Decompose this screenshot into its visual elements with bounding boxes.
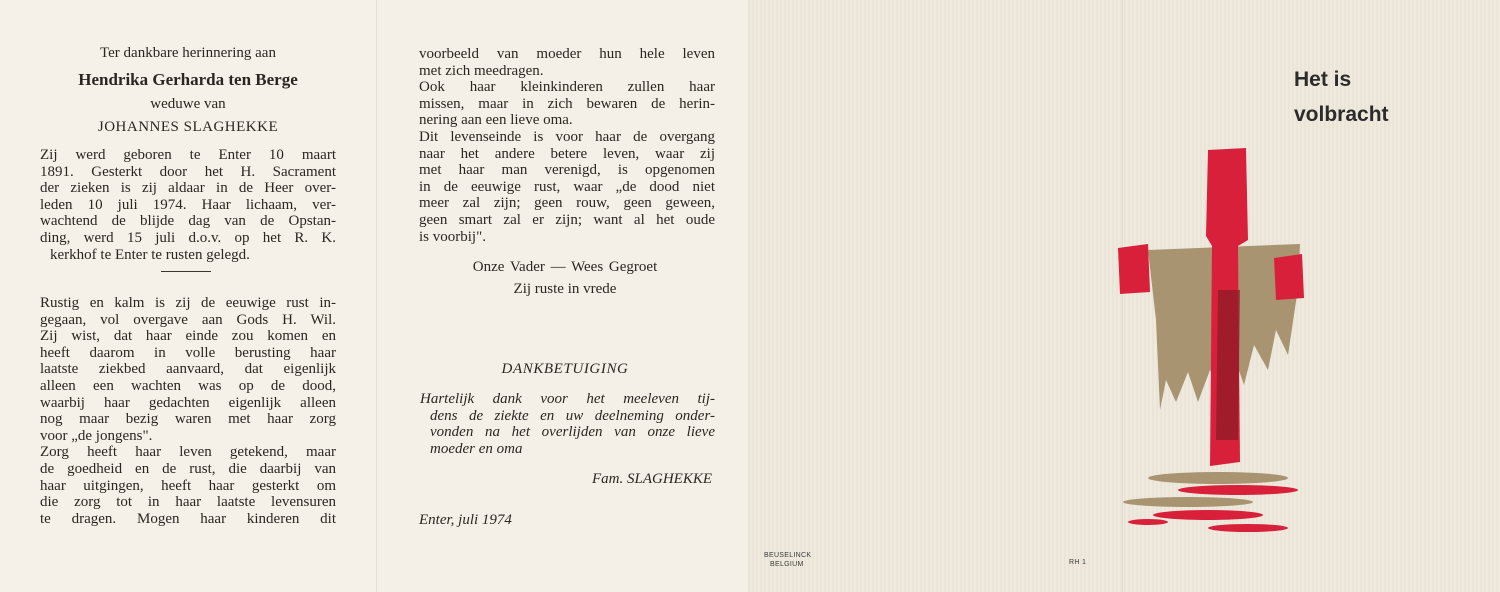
base-splash <box>1208 524 1288 532</box>
memorial-line: voor „de jongens". <box>40 427 153 444</box>
memorial-line: nog maar bezig waren met haar zorg <box>40 411 336 428</box>
memorial-line: laatste ziekbed aanvaard, dat eigenlijk <box>40 361 336 378</box>
memorial-line: alleen een wachten was op de dood, <box>40 377 336 394</box>
prayers-text: Onze Vader — Wees Gegroet <box>472 259 658 275</box>
husband-name: JOHANNES SLAGHEKKE <box>97 119 279 135</box>
thanks-line: moeder en oma <box>430 440 523 457</box>
thanks-line: dens de ziekte en uw deelneming onder- <box>430 407 715 424</box>
thanks-heading: DANKBETUIGING <box>501 361 629 377</box>
tribute-line: met zich meedragen. <box>419 62 544 79</box>
tribute-line: met haar man verenigd, is opgenomen <box>419 162 715 179</box>
tribute-line: missen, maar in zich bewaren de herin- <box>419 95 715 112</box>
bio-line: kerkhof te Enter te rusten gelegd. <box>50 246 250 263</box>
bio-line: ding, werd 15 juli d.o.v. op het R. K. <box>40 229 336 246</box>
memorial-line: Zorg heeft haar leven getekend, maar <box>40 444 336 461</box>
memorial-line: die zorg tot in haar laatste levensuren <box>40 494 336 511</box>
memorial-paragraph <box>40 295 336 527</box>
memorial-line: haar uitgingen, heeft haar gesterkt om <box>40 477 336 494</box>
memorial-line: Rustig en kalm is zij de eeuwige rust in- <box>40 295 336 311</box>
tribute-line: voorbeeld van moeder hun hele leven <box>419 46 715 62</box>
tribute-line: is voorbij". <box>419 228 486 245</box>
deceased-name: Hendrika Gerharda ten Berge <box>78 70 298 89</box>
base-splash <box>1148 472 1288 484</box>
memorial-line: heeft daarom in volle berusting haar <box>40 344 336 361</box>
tribute-line: naar het andere betere leven, waar zij <box>419 145 715 162</box>
crucifix-illustration <box>1118 140 1338 540</box>
cover-title <box>1294 62 1389 132</box>
base-splash <box>1178 485 1298 495</box>
memorial-line: gegaan, vol overgave aan Gods H. Wil. <box>40 311 336 328</box>
card-cover-panel <box>748 0 1500 592</box>
bio-line: 1891. Gesterkt door het H. Sacrament <box>40 163 336 180</box>
intro-text: Ter dankbare herinnering aan <box>100 45 276 61</box>
cross-right-arm <box>1274 254 1304 300</box>
memorial-line: Zij wist, dat haar einde zou komen en <box>40 328 336 345</box>
bio-line: Zij werd geboren te Enter 10 maart <box>40 147 336 163</box>
bio-line: wachtend de blijde dag van de Opstan- <box>40 213 336 230</box>
base-splash <box>1123 497 1253 507</box>
thanks-paragraph <box>420 391 715 457</box>
base-splash <box>1153 510 1263 520</box>
biography-paragraph <box>40 147 336 263</box>
rest-in-peace-text: Zij ruste in vrede <box>513 281 617 297</box>
printer-country: BELGIUM <box>770 561 804 568</box>
cross-base <box>1123 472 1298 532</box>
cover-title-line: volbracht <box>1294 103 1389 126</box>
memorial-line: te dragen. Mogen haar kinderen dit <box>40 510 336 527</box>
thanks-line: Hartelijk dank voor het meeleven tij- <box>420 391 715 407</box>
card-left-panel <box>0 0 376 592</box>
printer-name: BEUSELINCK <box>764 552 812 559</box>
cover-title-line: Het is <box>1294 68 1352 91</box>
tribute-line: geen smart zal er zijn; want al het oude <box>419 211 715 228</box>
cross-shadow <box>1216 290 1240 440</box>
thanks-line: vonden na het overlijden van onze lieve <box>430 424 715 441</box>
bio-line: der zieken is zij aldaar in de Heer over- <box>40 180 336 197</box>
memorial-line: de goedheid en de rust, die daarbij van <box>40 460 336 477</box>
separator-line <box>161 271 211 272</box>
card-middle-panel <box>376 0 748 592</box>
bio-line: leden 10 juli 1974. Haar lichaam, ver- <box>40 196 336 213</box>
family-signature: Fam. SLAGHEKKE <box>592 471 712 487</box>
memorial-line: waarbij haar gedachten eigenlijk alleen <box>40 394 336 411</box>
base-splash <box>1128 519 1168 525</box>
place-date: Enter, juli 1974 <box>419 512 512 528</box>
tribute-line: in de eeuwige rust, waar „de dood niet <box>419 178 715 195</box>
tribute-line: nering aan een lieve oma. <box>419 112 573 129</box>
tribute-line: meer zal zijn; geen rouw, geen geween, <box>419 195 715 212</box>
printer-imprint <box>764 551 811 569</box>
widow-of-text: weduwe van <box>150 96 226 112</box>
cross-left-arm <box>1118 244 1150 294</box>
tribute-paragraph <box>419 46 715 245</box>
tribute-line: Ook haar kleinkinderen zullen haar <box>419 79 715 96</box>
tribute-line: Dit levenseinde is voor haar de overgang <box>419 128 715 145</box>
card-code: RH 1 <box>1069 559 1087 566</box>
